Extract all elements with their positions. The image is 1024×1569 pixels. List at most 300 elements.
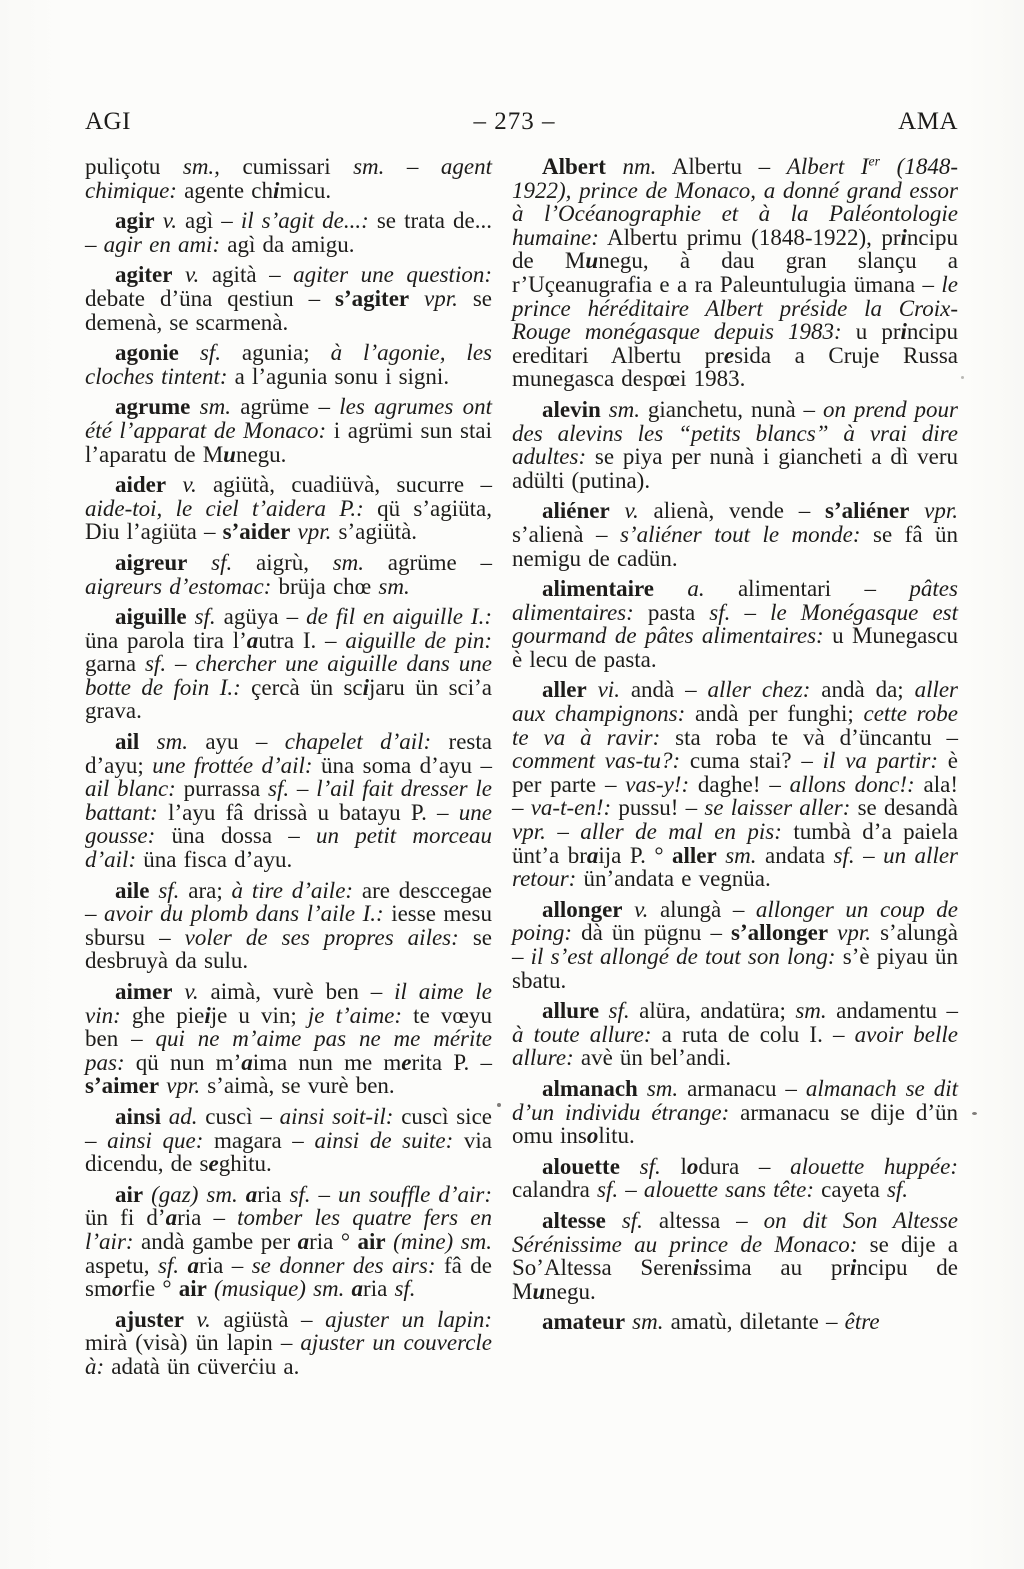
scan-speck	[961, 376, 964, 379]
text-segment: avoir du plomb dans l’aile I.:	[104, 901, 384, 927]
text-segment: ayu –	[187, 729, 285, 755]
headword: alevin	[542, 396, 601, 422]
text-segment: v.	[196, 1306, 211, 1332]
text-segment: un souffle d’air:	[338, 1181, 492, 1207]
text-segment: se desandà	[850, 795, 959, 821]
text-segment: ncipu ereditari Albertu pr	[512, 319, 959, 368]
text-segment: almanach se dit d’un individu étrange:	[512, 1075, 958, 1125]
dictionary-entry-allonger	[512, 898, 958, 992]
text-segment: andà –	[619, 677, 708, 703]
text-segment: ria °	[309, 1228, 358, 1254]
headword: agrume	[115, 394, 191, 420]
text-segment: l’ayu fâ drissà u batayu P. –	[157, 799, 459, 825]
text-segment: se demenà, se scarmenà.	[85, 285, 493, 335]
text-segment: sm.	[378, 573, 410, 599]
text-segment: agiüstà –	[210, 1306, 326, 1332]
text-segment: ima nun me m	[252, 1049, 402, 1075]
text-segment: va-t-en!:	[530, 795, 612, 821]
text-segment: iesse mesu sbursu –	[85, 901, 492, 950]
text-segment: sf.	[199, 340, 221, 366]
text-segment: se trata de... –	[85, 208, 492, 257]
text-segment: o	[111, 1276, 124, 1302]
text-segment: –	[545, 819, 581, 845]
text-segment: cayeta	[813, 1177, 887, 1203]
text-segment	[601, 397, 609, 422]
text-segment: e	[401, 1049, 412, 1075]
text-segment: a	[245, 1181, 258, 1207]
text-segment: tumbà d’a paiela ünt’a br	[512, 819, 958, 868]
text-segment: çercà ün sc	[240, 674, 363, 700]
text-segment: a.	[687, 576, 705, 602]
text-segment: sf.	[709, 599, 731, 625]
dictionary-entry-aliener	[512, 499, 958, 570]
text-segment: il va partir:	[822, 748, 939, 774]
text-segment: pâtes alimentaires:	[512, 576, 958, 625]
dictionary-entry-agrume	[85, 395, 492, 466]
text-segment: puliçotu	[85, 154, 183, 179]
text-segment: sf.	[621, 1207, 643, 1233]
text-segment: sf.	[157, 1252, 180, 1278]
text-segment: l	[660, 1153, 687, 1179]
text-segment: v.	[182, 472, 197, 498]
text-segment: pussu! –	[611, 795, 705, 821]
text-segment: l’ail fait dresser le battant:	[85, 776, 492, 825]
text-segment: sf.	[144, 651, 167, 677]
text-segment: qü s’agiüta, Diu l’agiüta –	[85, 495, 492, 545]
text-segment: jaru ün sci’a grava.	[85, 674, 493, 724]
dictionary-entry-agonie	[85, 341, 492, 388]
dictionary-entry-altesse	[512, 1209, 958, 1303]
text-segment: sm.	[332, 549, 365, 575]
headword: aile	[115, 877, 150, 903]
right-column	[512, 155, 958, 1334]
text-segment: qui ne m’aime pas ne me mérite pas:	[85, 1026, 492, 1075]
text-segment: de fil en aiguille I.:	[306, 604, 492, 630]
text-segment: üna fisca d’ayu.	[136, 847, 293, 873]
text-segment: negu.	[235, 441, 287, 467]
text-segment: a l’agunia sonu i signi.	[227, 363, 450, 389]
text-segment: garna	[85, 651, 145, 677]
text-segment: agrüme –	[364, 549, 492, 575]
text-segment: ajuster un lapin:	[325, 1306, 492, 1332]
text-segment: è per parte –	[512, 748, 958, 797]
text-segment: vi.	[597, 677, 620, 703]
text-segment: dà ün pügnu –	[572, 920, 731, 946]
text-segment: i	[900, 319, 907, 345]
text-segment: are desccegae –	[85, 877, 492, 927]
text-segment: resta d’ayu;	[85, 729, 492, 778]
text-segment: sm.	[725, 842, 757, 868]
text-segment: ncipu de M	[512, 224, 958, 274]
headword: air	[115, 1181, 144, 1207]
text-segment: agità –	[199, 262, 294, 288]
headword: amateur	[542, 1309, 626, 1335]
text-segment: sf.	[639, 1153, 661, 1179]
text-segment: le Monégasque est gourmand de pâtes alimentaires:	[512, 599, 958, 649]
text-segment: aller de mal en pis:	[580, 819, 782, 845]
text-segment: a	[586, 842, 599, 868]
text-segment: se piya per nunà i giancheti a dì veru adülti (putina).	[512, 444, 958, 493]
text-segment: à toute allure:	[512, 1021, 652, 1047]
text-segment: altessa –	[642, 1207, 764, 1233]
dictionary-entry-alevin	[512, 398, 958, 492]
text-segment: agiütà, cuadiüvà, sucurre –	[196, 472, 492, 498]
text-segment: alienà, vende –	[638, 498, 826, 524]
text-segment: vpr.	[424, 285, 458, 311]
text-segment	[828, 920, 837, 945]
text-segment: sf.	[158, 877, 180, 903]
text-segment: dura –	[698, 1153, 791, 1179]
text-segment: sm.	[206, 1181, 238, 1207]
text-segment: brüja chœ	[271, 573, 379, 599]
text-segment: e	[208, 1151, 219, 1177]
text-segment: aiguille de pin:	[345, 627, 492, 653]
text-segment: ghitu.	[218, 1151, 272, 1177]
text-segment: ad.	[168, 1103, 198, 1129]
text-segment: aide-toi, le ciel t’aidera P.:	[85, 495, 364, 521]
headword: Albert	[542, 154, 606, 179]
text-segment	[610, 498, 625, 523]
text-segment: i agrümi sun stai l’aparatu de M	[85, 417, 492, 467]
dictionary-entry-almanach	[512, 1077, 958, 1148]
text-segment: (gaz)	[151, 1181, 199, 1207]
headword: ainsi	[115, 1103, 162, 1129]
text-segment: aller chez:	[707, 677, 811, 703]
text-segment: sida a Cruje Russa munegasca despœi 1983.	[512, 342, 958, 392]
text-segment	[155, 208, 163, 233]
text-segment: purrassa	[175, 776, 269, 802]
text-segment: vpr.	[512, 819, 546, 845]
text-segment: sm.	[608, 396, 640, 422]
text-segment: –	[618, 1177, 644, 1203]
text-segment: ssima au pr	[699, 1255, 851, 1281]
text-segment: a	[297, 1228, 310, 1254]
text-segment: je t’aime:	[307, 1002, 403, 1028]
text-segment: cette robe te va à ravir:	[512, 701, 958, 750]
text-segment: nm.	[622, 154, 657, 179]
text-segment: cuscì sice –	[85, 1103, 492, 1153]
text-segment: se fâ ün nemigu de cadün.	[512, 521, 959, 571]
text-segment: –	[166, 651, 196, 677]
text-segment: tomber les quatre fers en l’air:	[85, 1205, 492, 1254]
text-segment: chapelet d’ail:	[284, 729, 432, 755]
text-segment: agì da amigu.	[220, 231, 355, 257]
text-segment	[623, 897, 635, 922]
text-segment	[606, 1208, 622, 1233]
text-segment: o	[686, 1153, 699, 1179]
text-segment: ainsi soit-il:	[279, 1103, 394, 1129]
text-segment: (musique)	[213, 1276, 306, 1302]
text-segment: a	[241, 1049, 253, 1075]
text-segment: aigreurs d’estomac:	[85, 573, 272, 599]
text-segment: ainsi que:	[107, 1127, 204, 1153]
text-segment: vpr.	[924, 498, 958, 524]
text-segment: cumissari	[242, 154, 354, 179]
text-segment: il aime le vin:	[85, 979, 492, 1028]
text-segment: sta roba te và d’üncantu –	[660, 724, 958, 750]
text-segment: e	[723, 342, 735, 368]
dictionary-entry-aimer	[85, 980, 492, 1098]
text-segment: aigrù,	[232, 549, 333, 575]
text-segment: o	[586, 1123, 599, 1149]
text-segment: chercher une aiguille dans une botte de foin I.:	[85, 651, 492, 700]
text-segment: sm.	[795, 998, 827, 1024]
dictionary-entry-ail	[85, 730, 492, 872]
text-segment: a ruta de colu I. –	[651, 1021, 855, 1047]
text-segment	[909, 498, 924, 523]
text-segment: a	[351, 1276, 364, 1302]
text-segment: via dicendu, de s	[85, 1127, 492, 1177]
text-segment: aimà, vurè ben –	[198, 979, 395, 1004]
text-segment: amatù, diletante –	[663, 1309, 845, 1335]
text-segment: daghe! –	[689, 771, 790, 797]
text-segment: s’agiütà.	[331, 519, 418, 545]
text-segment: alungà –	[648, 896, 756, 922]
text-segment: sm.,	[182, 154, 243, 179]
dictionary-entry-pulicotu-continuation	[85, 155, 492, 202]
text-segment: on dit Son Altesse Sérénissime au prince de Monaco:	[512, 1207, 959, 1257]
headword: aider	[115, 472, 167, 498]
text-segment: aller aux champignons:	[512, 677, 959, 727]
headword: aliéner	[542, 498, 610, 524]
text-segment	[172, 262, 185, 287]
headword: alimentaire	[542, 576, 654, 602]
text-segment: sm.	[460, 1228, 492, 1254]
page-header	[85, 108, 958, 136]
text-segment: v.	[634, 896, 649, 922]
text-segment: andà da;	[810, 677, 915, 703]
text-segment: agir en ami:	[103, 231, 221, 257]
text-segment: magara –	[203, 1127, 315, 1153]
text-segment	[172, 979, 184, 1004]
headword: s’allonger	[731, 920, 829, 946]
headword: altesse	[542, 1207, 606, 1233]
headword: aller	[672, 842, 717, 868]
text-segment: ria –	[199, 1252, 252, 1278]
text-segment: agent chimique:	[85, 154, 492, 203]
text-segment: rita P. –	[411, 1049, 492, 1075]
text-segment: (mine)	[393, 1228, 454, 1254]
text-segment: vpr.	[297, 519, 332, 545]
text-segment: ainsi de suite:	[314, 1127, 454, 1153]
text-segment	[161, 1104, 169, 1129]
text-segment: adatà ün cüverċiu a.	[104, 1353, 300, 1379]
text-segment: ail blanc:	[85, 776, 176, 802]
text-segment: sm.	[156, 729, 188, 755]
text-segment: u Munegascu è lecu de pasta.	[512, 623, 958, 672]
text-segment: sm.	[313, 1276, 345, 1302]
text-segment: Albertu primu (1848-1922), pr	[598, 224, 901, 250]
text-segment: ija P. °	[598, 842, 673, 868]
text-segment	[143, 1182, 151, 1207]
text-segment: sf.	[289, 1181, 311, 1207]
text-segment: pasta	[633, 599, 710, 625]
headword: air	[357, 1228, 386, 1254]
text-segment: cuscì –	[197, 1103, 280, 1129]
dictionary-entry-air	[85, 1183, 492, 1301]
dictionary-entry-agiter	[85, 263, 492, 334]
text-segment	[166, 472, 182, 497]
text-segment: se laisser aller:	[704, 795, 851, 821]
text-segment: u	[532, 1278, 546, 1304]
text-segment: ncipu de M	[512, 1255, 958, 1304]
dictionary-entry-ainsi	[85, 1105, 492, 1176]
text-segment: les agrumes ont été l’apparat de Monaco:	[85, 394, 492, 443]
text-segment: ria	[363, 1276, 395, 1302]
text-segment: litu.	[598, 1123, 635, 1149]
text-segment: Albert I	[786, 154, 869, 179]
text-segment: sm.	[353, 154, 385, 179]
text-segment: armanacu se dije d’ün omu ins	[512, 1099, 959, 1149]
text-segment	[290, 519, 297, 544]
text-segment	[620, 1154, 640, 1179]
headword: agiter	[115, 262, 173, 288]
text-segment: üna parola tira l’	[85, 627, 247, 653]
guide-word-left: AGI	[85, 108, 131, 135]
text-segment: vpr.	[837, 920, 872, 946]
dictionary-entry-aigreur	[85, 551, 492, 598]
text-segment: andamentu –	[826, 998, 958, 1024]
text-segment: se desbruyà da sulu.	[85, 924, 492, 974]
text-segment	[344, 1276, 351, 1301]
text-segment: –	[310, 1181, 339, 1207]
text-segment: voler de ses propres ailes:	[184, 924, 459, 950]
headword: alouette	[542, 1153, 620, 1179]
guide-word-right: AMA	[898, 108, 958, 135]
text-segment	[179, 340, 200, 365]
text-segment: s’è piyau ün sbatu.	[512, 944, 958, 993]
text-segment: andà gambe per	[133, 1228, 298, 1254]
text-segment: à tire d’aile:	[231, 877, 354, 903]
headword: s’agiter	[335, 285, 410, 311]
page-number: – 273 –	[473, 108, 556, 135]
text-segment: üna soma d’ayu –	[312, 752, 492, 778]
text-segment: agì –	[176, 208, 241, 234]
text-segment: debate d’üna qestiun –	[85, 285, 336, 311]
text-segment: ria –	[177, 1205, 238, 1231]
text-segment: s’aimà, se vurè ben.	[200, 1073, 395, 1099]
text-segment	[453, 1229, 461, 1254]
text-segment: s’alungà –	[512, 920, 958, 969]
text-segment: u	[585, 248, 599, 274]
text-segment	[179, 1253, 187, 1278]
text-segment: calandra	[512, 1177, 598, 1203]
text-segment: je u vin;	[210, 1002, 308, 1028]
headword: ail	[115, 729, 140, 755]
text-segment: sm.	[632, 1309, 664, 1335]
headword: agonie	[115, 340, 179, 366]
headword: s’aider	[222, 519, 291, 545]
headword: air	[178, 1276, 207, 1302]
text-segment: se donner des airs:	[251, 1252, 436, 1278]
text-segment: sf.	[211, 549, 233, 575]
text-segment: v.	[184, 979, 199, 1004]
text-segment: s’alienà –	[512, 521, 620, 547]
text-segment	[187, 604, 195, 629]
text-segment	[207, 1276, 214, 1301]
text-segment: ajuster un couvercle à:	[85, 1330, 493, 1379]
text-segment	[587, 677, 598, 702]
text-segment: fâ de sm	[85, 1252, 492, 1302]
text-segment: sf.	[833, 842, 855, 868]
text-segment: ün’andata e vegnüa.	[576, 866, 771, 892]
text-segment: te vœyu ben –	[85, 1002, 492, 1052]
text-segment: sf.	[597, 1177, 619, 1203]
text-segment: ghe pie	[120, 1002, 205, 1028]
text-segment: un petit morceau d’ail:	[85, 823, 492, 873]
text-segment	[190, 394, 199, 419]
text-segment: gianchetu, nunà –	[640, 396, 823, 422]
text-segment: negu.	[545, 1278, 596, 1304]
text-segment: sf.	[268, 776, 290, 802]
text-segment: i	[204, 1002, 211, 1028]
text-segment: er	[868, 153, 881, 169]
headword: agir	[115, 208, 155, 234]
headword: allure	[542, 998, 600, 1024]
text-segment	[409, 286, 424, 311]
text-segment: il s’agit de...:	[240, 208, 369, 234]
text-segment: vpr.	[166, 1073, 201, 1099]
dictionary-entry-allure	[512, 999, 958, 1070]
dictionary-entry-aile	[85, 879, 492, 973]
headword: aller	[542, 677, 587, 703]
text-segment: –	[384, 154, 441, 179]
text-segment: a	[246, 627, 259, 653]
text-segment	[139, 729, 156, 754]
text-segment	[187, 550, 211, 575]
dictionary-entry-amateur	[512, 1310, 958, 1334]
headword: aiguille	[115, 604, 187, 630]
text-segment: sm.	[646, 1075, 679, 1101]
text-segment	[184, 1307, 197, 1332]
text-segment: v.	[162, 208, 177, 234]
text-columns	[85, 155, 958, 1379]
text-segment: ara;	[179, 877, 232, 903]
headword: aigreur	[115, 549, 188, 575]
text-segment: sf.	[394, 1276, 416, 1302]
text-segment: sf.	[886, 1177, 909, 1203]
text-segment: allonger un coup de poing:	[512, 896, 958, 946]
text-segment: un aller retour:	[512, 842, 958, 892]
headword: allonger	[542, 896, 623, 922]
text-segment: –	[854, 842, 884, 868]
text-segment	[654, 576, 687, 601]
text-segment: –	[289, 776, 317, 802]
text-segment: üna dossa –	[155, 823, 317, 849]
text-segment: à l’agonie, les cloches tintent:	[85, 340, 492, 389]
headword: ajuster	[115, 1306, 184, 1332]
text-segment: utra I. –	[258, 627, 346, 653]
text-segment	[599, 998, 608, 1023]
headword: aimer	[115, 979, 173, 1004]
text-segment: agüya –	[215, 604, 307, 630]
text-segment: negu, à dau gran slançu a r’Uçeanugrafia e a ra Paleuntulugia ümana –	[512, 248, 958, 297]
text-segment: agrüme –	[230, 394, 340, 420]
text-segment: qü nun m’	[124, 1049, 242, 1075]
dictionary-entry-aider	[85, 473, 492, 544]
text-segment: i	[272, 177, 280, 203]
text-segment: ala! –	[512, 771, 958, 821]
headword: almanach	[542, 1075, 638, 1101]
text-segment: agente ch	[176, 177, 273, 203]
text-segment: sf.	[608, 998, 630, 1024]
headword: s’aliéner	[825, 498, 910, 524]
text-segment: on prend pour des alevins les “petits blancs” à vrai dire adultes:	[512, 396, 958, 470]
text-segment: alüra, andatüra;	[629, 998, 796, 1024]
text-segment: mirà (visà) ün lapin –	[85, 1330, 301, 1356]
text-segment: sm.	[199, 394, 231, 420]
text-segment: avè ün bel’andi.	[573, 1045, 732, 1071]
